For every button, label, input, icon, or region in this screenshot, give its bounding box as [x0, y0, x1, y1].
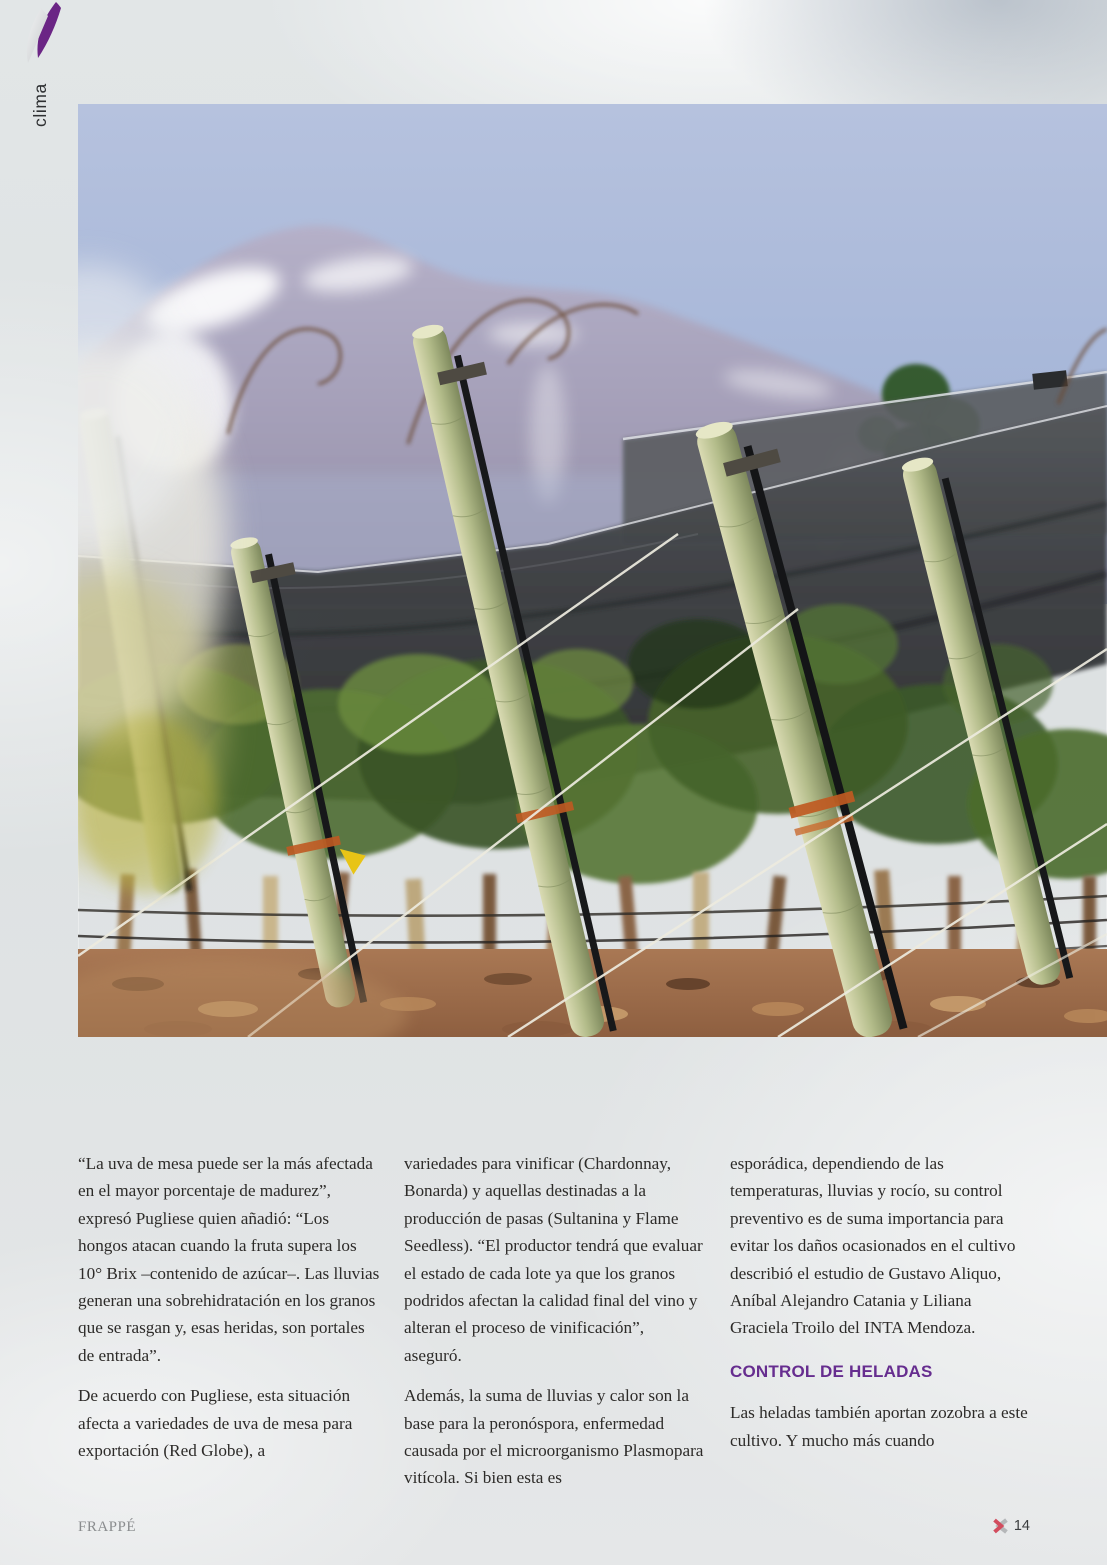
vineyard-photo [78, 104, 1107, 1037]
article-column-3 [730, 1150, 1032, 1467]
paragraph: variedades para vinificar (Chardonnay, Bonarda) y aquellas destinadas a la producción de pasas (Sultanina y Flame Seedless). “El productor tendrá que evaluar el estado de cada lote ya que los granos podridos afectan la calidad final del vino y alteran el proceso de vinificación”, aseguró. [404, 1154, 703, 1365]
frappe-swoosh-logo [16, 2, 68, 69]
paragraph: “La uva de mesa puede ser la más afectada en el mayor porcentaje de madurez”, expresó Pugliese quien añadió: “Los hongos atacan cuando la fruta supera los 10° Brix –contenido de azúcar–. Las lluvias generan una sobrehidratación en los granos que se rasgan y, esas heridas, son portales de entrada”. [78, 1154, 380, 1365]
page-footer [0, 1514, 1107, 1554]
page-number: 14 [1013, 1518, 1030, 1534]
swoosh-icon [16, 2, 68, 64]
article-column-2 [404, 1150, 706, 1505]
paragraph: esporádica, dependiendo de las temperaturas, lluvias y rocío, su control preventivo es de suma importancia para evitar los daños ocasionados en el cultivo describió el estudio de Gustavo Aliquo, Aníbal Alejandro Catania y Liliana Graciela Troilo del INTA Mendoza. [730, 1154, 1016, 1338]
page-number-block [992, 1518, 1030, 1534]
paragraph: Además, la suma de lluvias y calor son la base para la peronóspora, enfermedad causada por el microorganismo Plasmopara vitícola. Si bien esta es [404, 1386, 704, 1488]
section-label-clima: clima [30, 83, 50, 127]
x-mark-icon [992, 1518, 1009, 1534]
vineyard-scene [78, 104, 1107, 1037]
section-heading-control-de-heladas: CONTROL DE HELADAS [730, 1361, 933, 1381]
article-column-1 [78, 1150, 380, 1477]
paragraph: De acuerdo con Pugliese, esta situación afecta a variedades de uva de mesa para exportación (Red Globe), a [78, 1386, 353, 1461]
paragraph: Las heladas también aportan zozobra a este cultivo. Y mucho más cuando [730, 1403, 1028, 1450]
magazine-name: FRAPPÉ [78, 1519, 137, 1535]
